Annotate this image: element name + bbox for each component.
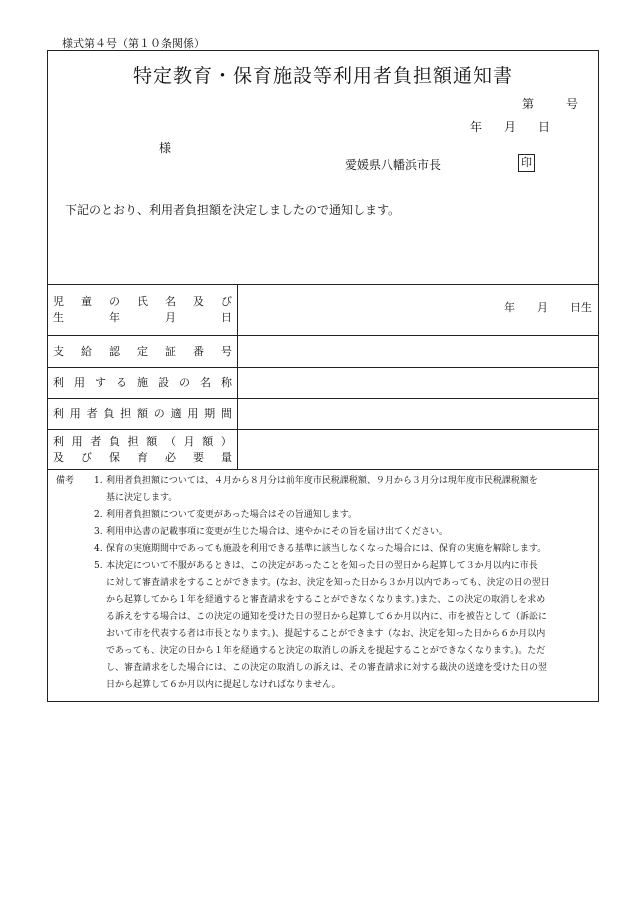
addressee-suffix: 様 [159, 141, 172, 155]
table-row [48, 430, 599, 470]
label-monthly-amount [48, 430, 238, 470]
table-row [48, 399, 599, 430]
issue-number-prefix: 第 [521, 97, 534, 111]
table-row [48, 368, 599, 399]
info-table [47, 284, 599, 470]
issuer-name: 愛媛県八幡浜市長 [345, 158, 442, 172]
form-number: 様式第４号（第１０条関係） [62, 37, 205, 50]
label-child-name-birth [48, 285, 238, 336]
label-applicable-period [48, 399, 238, 430]
label-line: 利 用 す る 施 設 の 名 称 [53, 376, 232, 389]
remarks-label: 備考 [56, 476, 75, 486]
label-line: 及 び 保 育 必 要 量 [53, 450, 232, 464]
issue-number-suffix: 号 [565, 97, 578, 111]
value-monthly-amount [238, 430, 599, 470]
birth-date-suffix: 年 月 日生 [504, 301, 592, 314]
label-certificate-number [48, 336, 238, 368]
notice-frame: 特定教育・保育施設等利用者負担額通知書 第 号 年 月 日 様 愛媛県八幡浜市長 印 下記のとおり、利用者負担額を決定しましたので通知します。 児 童 の 氏 名 及 び 生 年 月 日 年 月 日生 支 給 認 定 証 番 号 利 用 す る 施 設 の 名 称 利 用 者 負 担 額 の 適 用 期 間 利 用 者 負 担 額 （ 月 額 ） 及 び 保 育 必 要 量 備考 1. 利用者負担額については、４月から８月分は前年度市民税課税額、９月から３月分は現年度市民税課税額を 基に決定します。 2. 利用者負担額について変更があった場合はその旨通知します。 3. 利用申込書の記載事項に変更が生じた場合は、速やかにその旨を届け出てください。 4. 保育の実施期間中であっても施設を利用できる基準に該当しなくなった場合には、保育の実施を解除します。 5. 本決定について不服があるときは、この決定があったことを知った日の翌日から起算して３か月以内に市長 に対して審査請求をすることができます。(なお、決定を知った日から３か月以内であっても、決定の日の翌日 から起算してから１年を経過すると審査請求をすることができなくなります。)また、この決定の取消しを求め る訴えをする場合は、この決定の通知を受けた日の翌日から起算して６か月以内に、市を被告として（訴訟に おいて市を代表する者は市長となります。)、提起することができます（なお、決定を知った日から６か月以内 であっても、決定の日から１年を経過すると決定の取消しの訴えを提起することができなくなります。)。ただ し、審査請求をした場合には、この決定の取消しの訴えは、その審査請求に対する裁決の送達を受けた日の翌 日から起算して６か月以内に提起しなければなりません。 [47, 50, 599, 702]
date-month: 月 [503, 120, 516, 134]
issue-date [470, 118, 550, 135]
table-row [48, 285, 599, 336]
value-certificate-number [238, 336, 599, 368]
label-line: 利 用 者 負 担 額 （ 月 額 ） [53, 434, 232, 448]
table-row [48, 336, 599, 368]
value-applicable-period [238, 399, 599, 430]
label-facility-name [48, 368, 238, 399]
intro-text: 下記のとおり、利用者負担額を決定しましたので通知します。 [65, 203, 401, 217]
document-title: 特定教育・保育施設等利用者負担額通知書 [132, 65, 513, 87]
label-line: 児 童 の 氏 名 及 び [53, 295, 232, 308]
label-line: 利 用 者 負 担 額 の 適 用 期 間 [53, 407, 232, 420]
seal-mark: 印 [518, 154, 535, 172]
label-line: 生 年 月 日 [53, 311, 232, 324]
issue-number [522, 95, 578, 112]
value-child-name-birth [238, 285, 599, 336]
date-day: 日 [537, 120, 550, 134]
label-line: 支 給 認 定 証 番 号 [53, 344, 232, 358]
value-facility-name [238, 368, 599, 399]
date-year: 年 [469, 120, 482, 134]
